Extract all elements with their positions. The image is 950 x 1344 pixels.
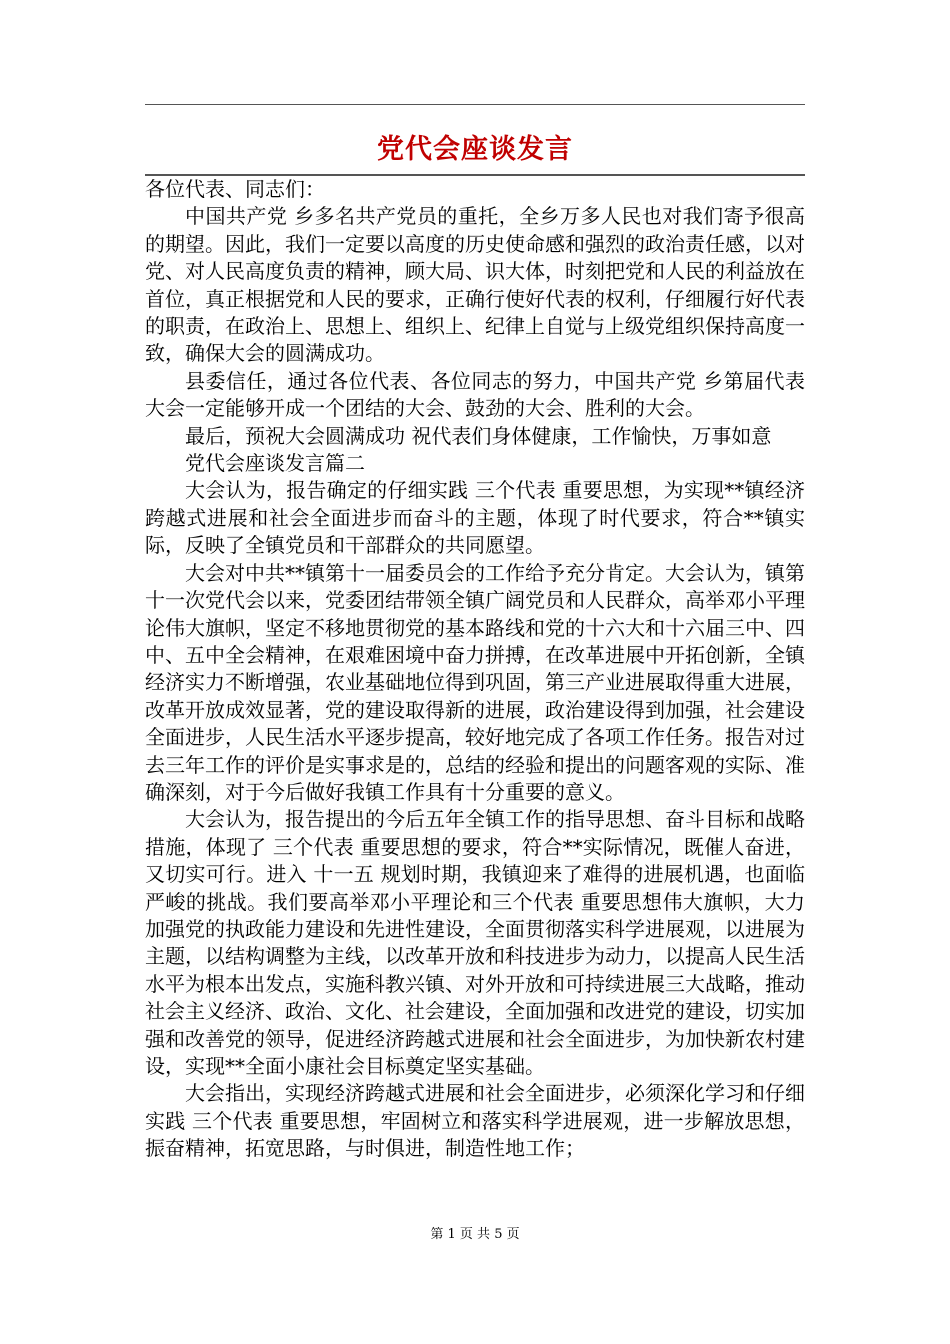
paragraph-4: 大会认为，报告确定的仔细实践 三个代表 重要思想，为实现**镇经济跨越式进展和社会全面进步而奋斗的主题，体现了时代要求，符合**镇实际，反映了全镇党员和干部群众的共同愿望。 [145,478,805,558]
paragraph-2: 县委信任，通过各位代表、各位同志的努力，中国共产党 乡第届代表大会一定能够开成一个团结的大会、鼓劲的大会、胜利的大会。 [145,368,805,421]
paragraph-5: 大会对中共**镇第十一届委员会的工作给予充分肯定。大会认为，镇第十一次党代会以来，党委团结带领全镇广阔党员和人民群众，高举邓小平理论伟大旗帜，坚定不移地贯彻党的基本路线和党的十六大和十六届三中、四中、五中全会精神，在艰难困境中奋力拼搏，在改革进展中开拓创新，全镇经济实力不断增强，农业基础地位得到巩固，第三产业进展取得重大进展，改革开放成效显著，党的建设取得新的进展，政治建设得到加强，社会建设全面进步，人民生活水平逐步提高，较好地完成了各项工作任务。报告对过去三年工作的评价是实事求是的，总结的经验和提出的问题客观的实际、准确深刻，对于今后做好我镇工作具有十分重要的意义。 [145,560,805,804]
page-footer: 第 1 页 共 5 页 [430,1227,520,1242]
document-title: 党代会座谈发言 [377,134,573,165]
paragraph-7: 大会指出，实现经济跨越式进展和社会全面进步，必须深化学习和仔细实践 三个代表 重要思想，牢固树立和落实科学进展观，进一步解放思想，振奋精神，拓宽思路，与时俱进，制造性地工作； [145,1081,805,1161]
paragraph-6: 大会认为，报告提出的今后五年全镇工作的指导思想、奋斗目标和战略措施，体现了 三个代表 重要思想的要求，符合**实际情况，既催人奋进，又切实可行。进入 十一五 规划时期，我镇迎来了难得的进展机遇，也面临严峻的挑战。我们要高举邓小平理论和三个代表 重要思想伟大旗帜，大力加强党的执政能力建设和先进性建设，全面贯彻落实科学进展观，以进展为主题，以结构调整为主线，以改革开放和科技进步为动力，以提高人民生活水平为根本出发点，实施科教兴镇、对外开放和可持续进展三大战略，推动社会主义经济、政治、文化、社会建设，全面加强和改进党的建设，切实加强和改善党的领导，促进经济跨越式进展和社会全面进步，为加快新农村建设，实现**全面小康社会目标奠定坚实基础。 [145,807,805,1078]
section-heading: 党代会座谈发言篇二 [185,451,365,476]
paragraph-1: 中国共产党 乡多名共产党员的重托，全乡万多人民也对我们寄予很高的期望。因此，我们一定要以高度的历史使命感和强烈的政治责任感，以对党、对人民高度负责的精神，顾大局、识大体，时刻把党和人民的利益放在首位，真正根据党和人民的要求，正确行使好代表的权利，仔细履行好代表的职责，在政治上、思想上、组织上、纪律上自觉与上级党组织保持高度一致，确保大会的圆满成功。 [145,204,805,366]
greeting: 各位代表、同志们： [145,177,325,201]
header-rule [145,104,805,105]
paragraph-3: 最后，预祝大会圆满成功 祝代表们身体健康，工作愉快，万事如意 [185,423,772,448]
document-body [145,176,805,1163]
